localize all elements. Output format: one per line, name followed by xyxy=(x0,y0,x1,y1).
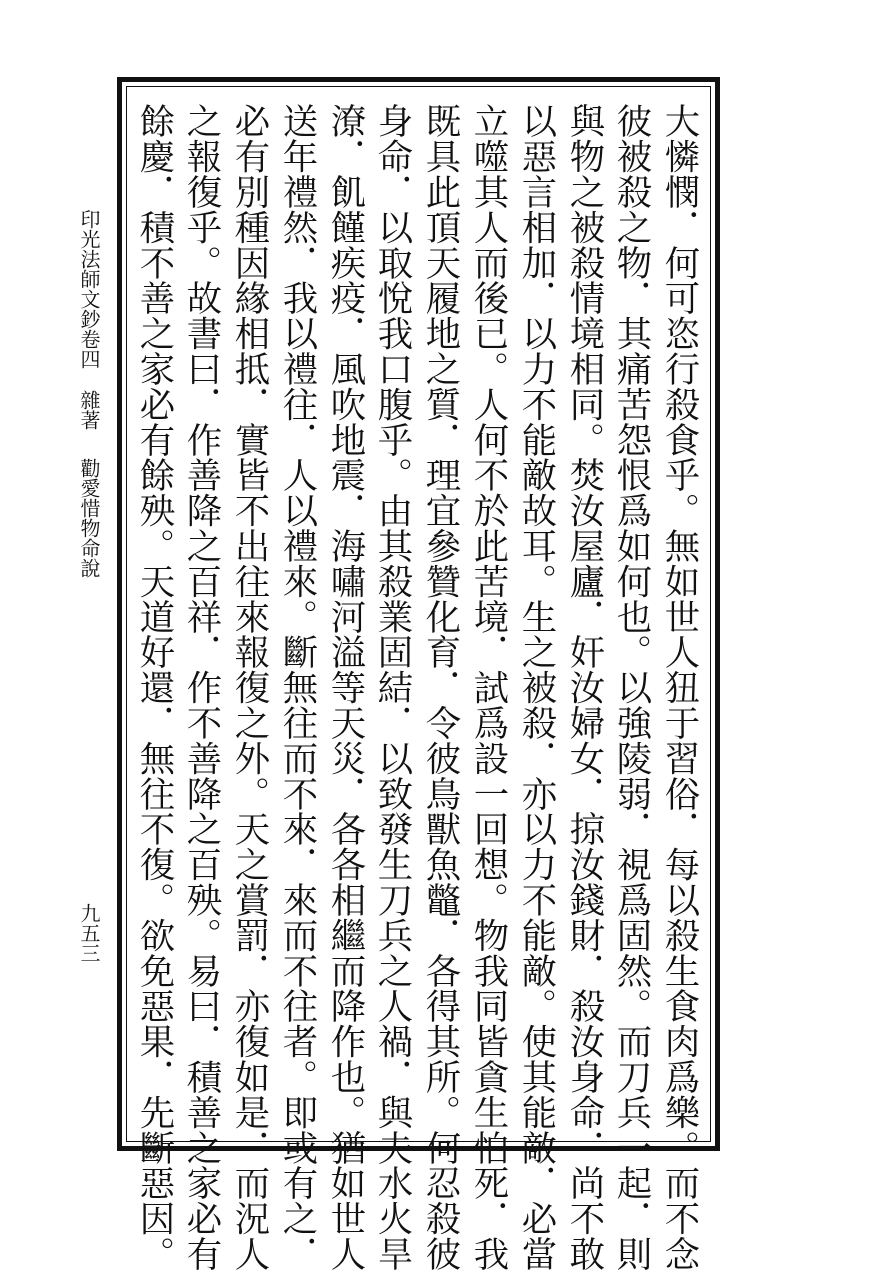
text-column-12: 餘慶．積不善之家必有餘殃。天道好還．無往不復。欲免惡果．先斷惡因。 xyxy=(134,103,175,1271)
article-title: 勸愛惜物命說 xyxy=(77,458,101,578)
page-number: 九五三 xyxy=(77,903,101,963)
text-column-5: 立噬其人而後已。人何不於此苦境．試爲設一回想。物我同皆貪生怕死．我 xyxy=(468,103,509,1271)
text-column-11: 之報復乎。故書曰．作善降之百祥．作不善降之百殃。易曰．積善之家必有 xyxy=(181,103,222,1271)
book-title: 印光法師文鈔卷四 xyxy=(77,209,101,369)
text-column-8: 潦．飢饉疾疫．風吹地震．海嘯河溢等天災．各各相繼而降作也。猶如世人 xyxy=(325,103,366,1271)
text-column-3: 與物之被殺情境相同。焚汝屋廬．奸汝婦女．掠汝錢財．殺汝身命．尚不敢 xyxy=(564,103,605,1271)
text-column-4: 以惡言相加．以力不能敵故耳。生之被殺．亦以力不能敵。使其能敵．必當 xyxy=(516,103,557,1271)
text-column-2: 彼被殺之物．其痛苦怨恨爲如何也。以強陵弱．視爲固然。而刀兵一起．則 xyxy=(611,103,652,1271)
text-column-6: 既具此頂天履地之質．理宜參贊化育．令彼鳥獸魚鼈．各得其所。何忍殺彼 xyxy=(420,103,461,1271)
text-column-9: 送年禮然．我以禮往．人以禮來。斷無往而不來．來而不往者。即或有之． xyxy=(277,103,318,1271)
text-column-7: 身命．以取悅我口腹乎。由其殺業固結．以致發生刀兵之人禍．與夫水火旱 xyxy=(372,103,413,1271)
text-column-10: 必有別種因緣相抵．實皆不出往來報復之外。天之賞罰．亦復如是．而況人 xyxy=(229,103,270,1271)
section-label: 雜著 xyxy=(77,390,101,430)
text-column-1: 大憐憫．何可恣行殺食乎。無如世人狃于習俗．每以殺生食肉爲樂。而不念 xyxy=(659,103,700,1271)
